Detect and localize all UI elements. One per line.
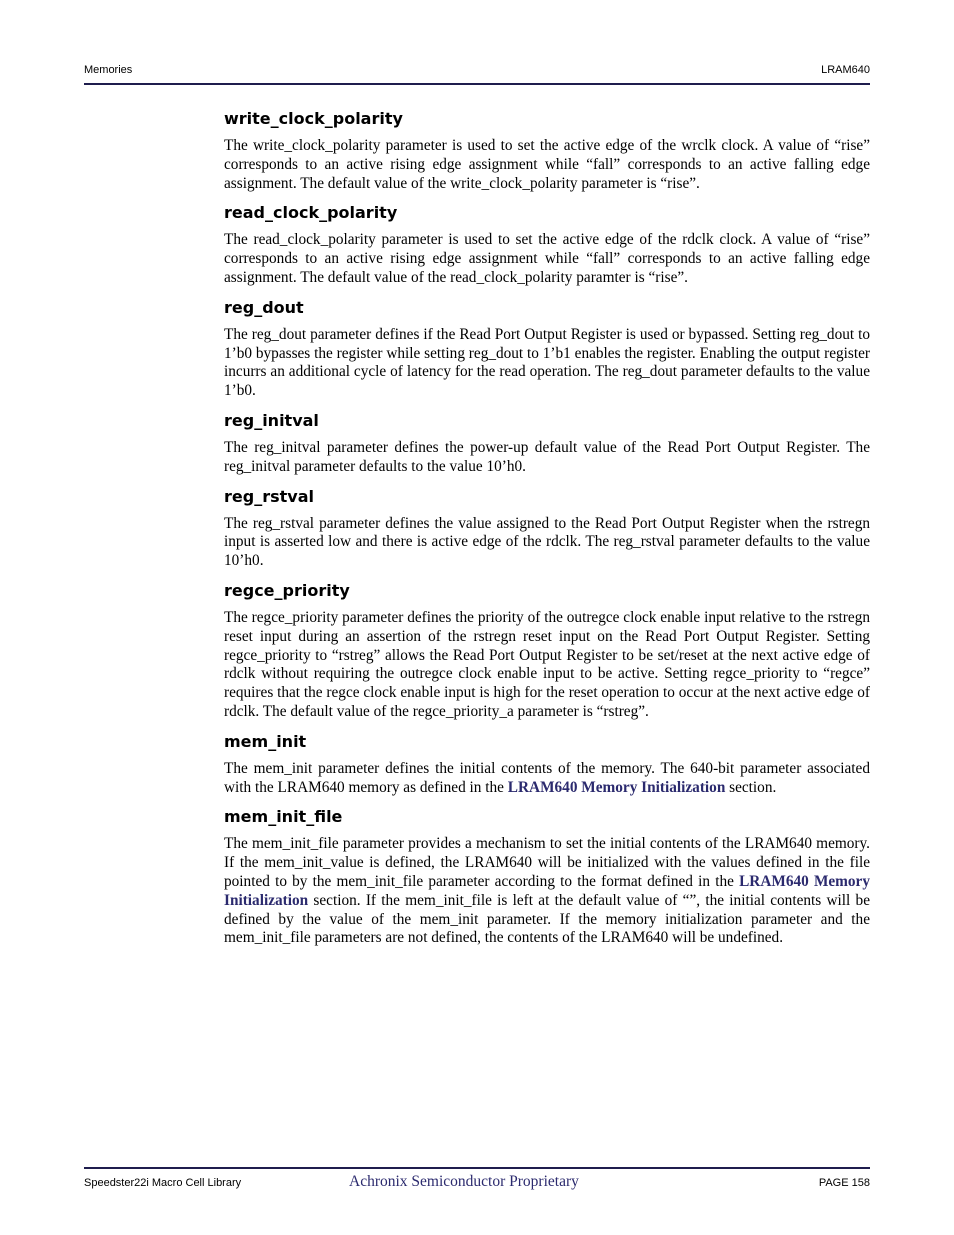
section-title-reg-initval: reg_initval: [224, 410, 319, 430]
section-body-reg-dout: The reg_dout parameter defines if the Read Port Output Register is used or bypassed. Setting reg_dout to 1’b0 bypasses the register while setting reg_dout to 1’b1 enables the register. Enabling the output register incurrs an additional cycle of latency for the read operation. The reg_dout parameter defaults to the value 1’b0.: [224, 325, 870, 400]
section-body-mem-init-file: [224, 835, 870, 948]
footer-library-name: Speedster22i Macro Cell Library: [84, 1177, 242, 1189]
section-title-read-clock-polarity: read_clock_polarity: [224, 203, 398, 223]
footer-page-number: PAGE 158: [818, 1177, 870, 1189]
section-title-reg-rstval: reg_rstval: [224, 486, 314, 506]
header-divider: [84, 83, 870, 85]
header-doc-label: LRAM640: [821, 64, 870, 76]
header-section-label: Memories: [84, 64, 133, 76]
section-body-mem-init: [224, 760, 870, 798]
section-title-mem-init: mem_init: [224, 731, 307, 751]
mem-init-file-text-before: The mem_init_file parameter provides a mechanism to set the initial contents of the LRAM640 memory. If the mem_init_value is defined, the LRAM640 will be initialized with the values defined in the file pointed to by the mem_init_file parameter according to the format defined in the: [224, 835, 870, 890]
section-body-regce-priority: The regce_priority parameter defines the priority of the outregce clock enable input relative to the rstregn reset input during an assertion of the rstregn reset input on the Read Port Output Register. Setting regce_priority to “rstreg” allows the Read Port Output Register to be set/reset at the next active edge of rdclk without requiring the outregce clock enable input to be active. Setting regce_priority to “regce” requires that the regce clock enable input is high for the reset operation to occur at the next active edge of rdclk. The default value of the regce_priority_a parameter is “rstreg”.: [224, 608, 870, 720]
section-title-reg-dout: reg_dout: [224, 297, 304, 317]
section-body-read-clock-polarity: The read_clock_polarity parameter is used to set the active edge of the rdclk clock. A value of “rise” corresponds to an active rising edge assignment while “fall” corresponds to an active falling edge assignment. The default value of the read_clock_polarity paramter is “rise”.: [224, 231, 870, 286]
page-content: [224, 108, 870, 948]
footer-divider: [84, 1167, 870, 1169]
lram640-memory-initialization-link[interactable]: LRAM640 Memory Initialization: [224, 872, 870, 909]
section-body-reg-initval: The reg_initval parameter defines the power-up default value of the Read Port Output Register. The reg_initval parameter defaults to the value 10’h0.: [224, 438, 870, 475]
mem-init-text-before: The mem_init parameter defines the initial contents of the memory. The 640-bit parameter associated with the LRAM640 memory as defined in the: [224, 759, 870, 796]
section-body-write-clock-polarity: The write_clock_polarity parameter is used to set the active edge of the wrclk clock. A value of “rise” corresponds to an active rising edge assignment while “fall” corresponds to an active falling edge assignment. The default value of the write_clock_polarity parameter is “rise”.: [224, 137, 870, 192]
footer-proprietary-notice: Achronix Semiconductor Proprietary: [349, 1173, 579, 1190]
mem-init-text-after: section.: [725, 778, 777, 796]
section-title-write-clock-polarity: write_clock_polarity: [224, 109, 403, 128]
section-title-mem-init-file: mem_init_file: [224, 807, 343, 827]
section-title-regce-priority: regce_priority: [224, 580, 350, 600]
lram640-memory-initialization-link[interactable]: LRAM640 Memory Initialization: [507, 778, 726, 796]
section-body-reg-rstval: The reg_rstval parameter defines the value assigned to the Read Port Output Register when the rstregn input is asserted low and there is active edge of the rdclk. The reg_rstval parameter defaults to the value 10’h0.: [224, 514, 870, 570]
mem-init-file-text-after: section. If the mem_init_file is left at the default value of “”, the initial contents will be defined by the value of the mem_init parameter. If the memory initialization parameter and the mem_init_file parameters are not defined, the contents of the LRAM640 will be undefined.: [224, 891, 870, 947]
